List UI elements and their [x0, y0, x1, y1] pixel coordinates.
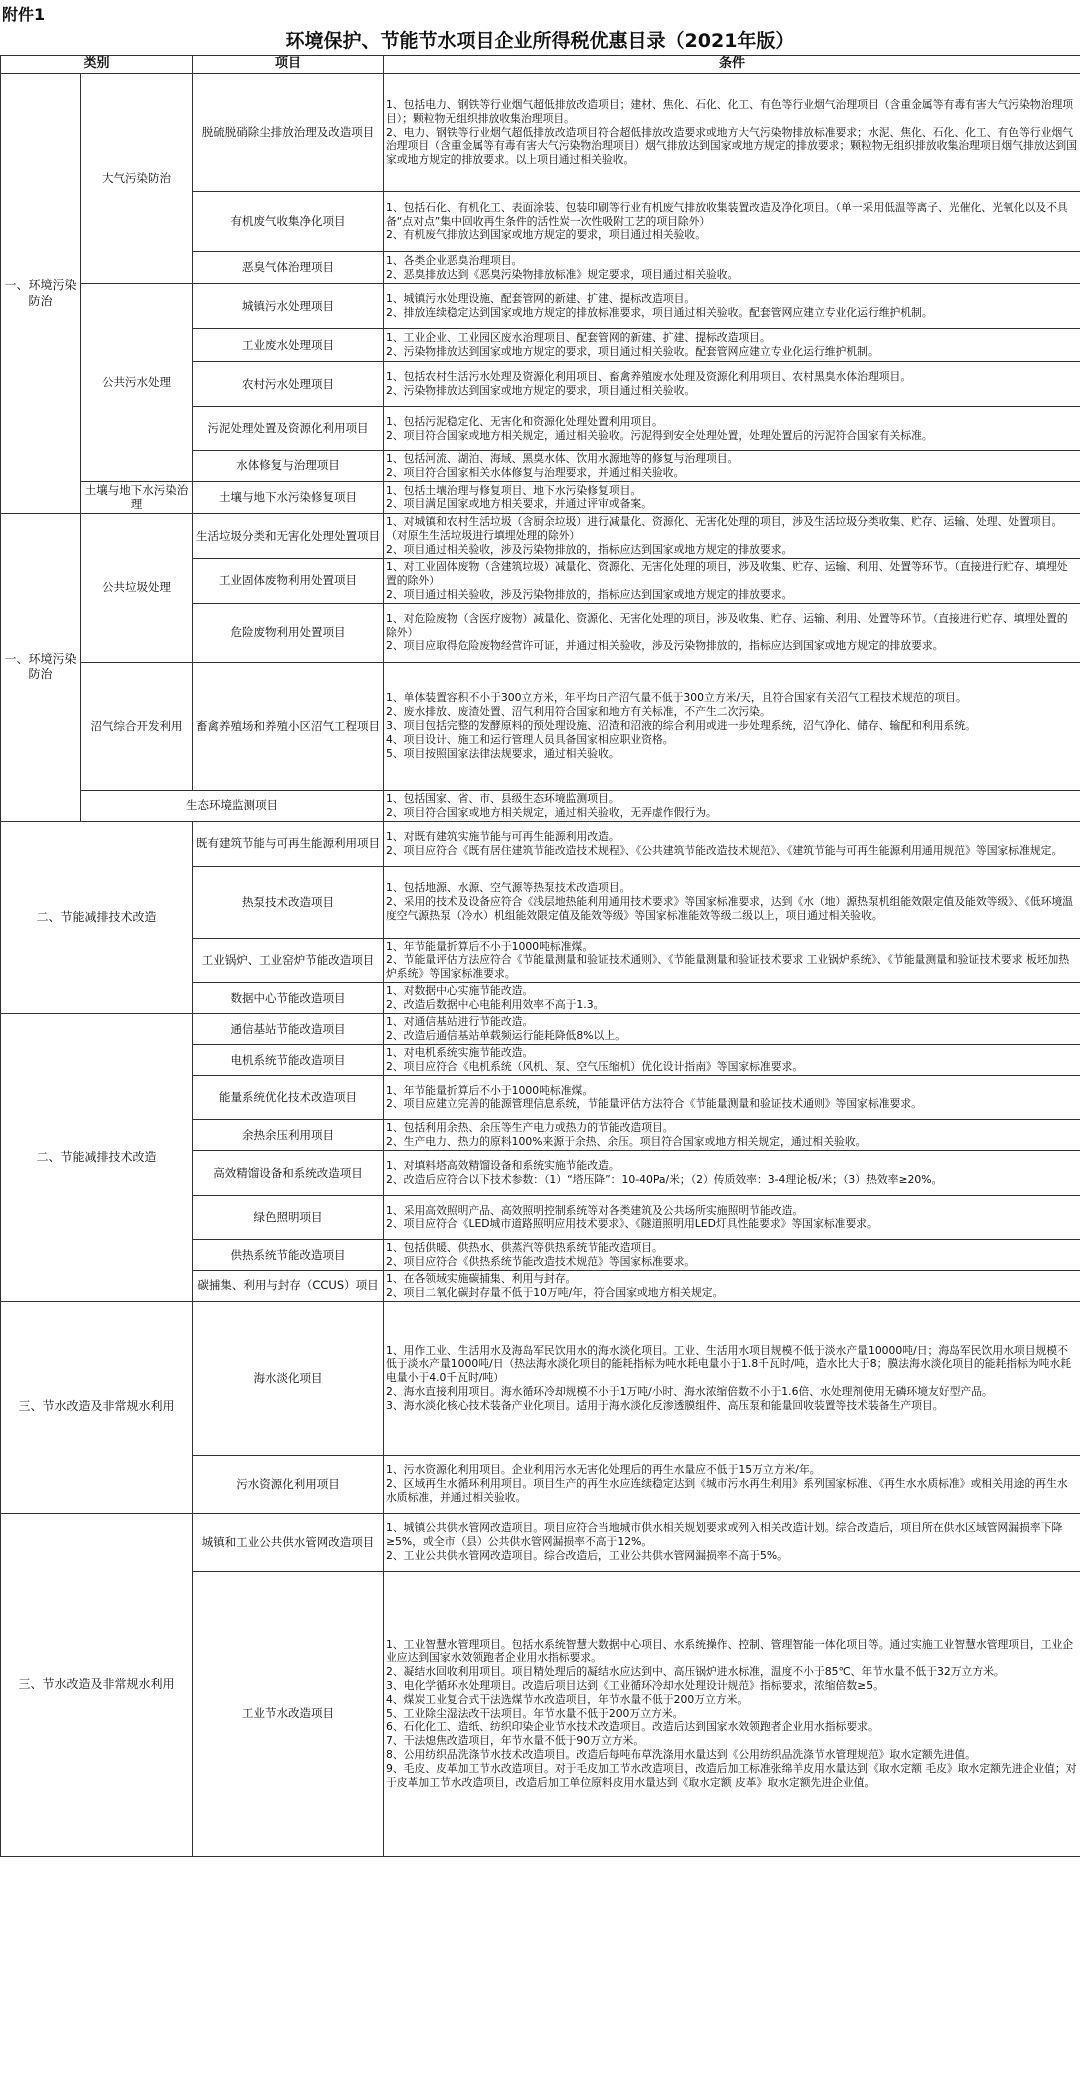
condition-cell: 1、对危险废物（含医疗废物）减量化、资源化、无害化处理的项目，涉及收集、贮存、运输、利用、处置等环节。（直接进行贮存、填埋处置的除外） 2、项目应取得危险废物经营许可证，并通过相关验收，涉及污染物排放的，指标应达到国家或地方规定的排放要求。 — [384, 603, 1080, 662]
condition-cell: 1、包括地源、水源、空气源等热泵技术改造项目。 2、采用的技术及设备应符合《浅层地热能利用通用技术要求》等国家标准要求，达到《水（地）源热泵机组能效限定值及能效等级》、《低环境温度空气源热泵（冷水）机组能效限定值及能效等级》等国家标准能效等级二级以上，项目通过相关验收。 — [384, 866, 1080, 938]
table-row — [1, 514, 1080, 559]
item-cell: 工业固体废物利用处置项目 — [193, 559, 384, 603]
condition-cell: 1、包括电力、钢铁等行业烟气超低排放改造项目；建材、焦化、石化、化工、有色等行业烟气治理项目（含重金属等有毒有害大气污染物治理项目）；颗粒物无组织排放收集治理项目。 2、电力、钢铁等行业烟气超低排放改造项目符合超低排放改造要求或地方大气污染物排放标准要求；水泥、焦化、石化、化工、有色等行业烟气治理项目（含重金属等有毒有害大气污染物治理项目）烟气排放达到国家或地方规定的排放要求；颗粒物无组织排放收集治理项目烟气排放达到国家或地方规定的排放要求。以上项目通过相关验收。 — [384, 74, 1080, 192]
category-cell: 二、节能减排技术改造 — [1, 821, 193, 1013]
item-cell: 生态环境监测项目 — [81, 790, 384, 821]
table-row — [1, 481, 1080, 513]
item-cell: 水体修复与治理项目 — [193, 451, 384, 482]
subcategory-cell: 沼气综合开发利用 — [81, 662, 193, 790]
condition-cell: 1、单体装置容积不小于300立方米，年平均日产沼气量不低于300立方米/天，且符合国家有关沼气工程技术规范的项目。 2、废水排放、废渣处置、沼气利用符合国家和地方有关标准，不产生二次污染。 3、项目包括完整的发酵原料的预处理设施、沼渣和沼液的综合利用或进一步处理系统，沼气净化、储存、输配和利用系统。 4、项目设计、施工和运行管理人员具备国家相应职业资格。 5、项目按照国家法律法规要求，通过相关验收。 — [384, 662, 1080, 790]
category-cell: 三、节水改造及非常规水利用 — [1, 1513, 193, 1856]
condition-cell: 1、采用高效照明产品、高效照明控制系统等对各类建筑及公共场所实施照明节能改造。 2、项目应符合《LED城市道路照明应用技术要求》、《隧道照明用LED灯具性能要求》等国家标准要求。 — [384, 1195, 1080, 1239]
item-cell: 数据中心节能改造项目 — [193, 982, 384, 1013]
table-row — [1, 662, 1080, 790]
condition-cell: 1、对城镇和农村生活垃圾（含厨余垃圾）进行减量化、资源化、无害化处理的项目，涉及生活垃圾分类收集、贮存、运输、处理、处置项目。（对原生生活垃圾进行填埋处理的除外） 2、项目通过相关验收，涉及污染物排放的，指标应达到国家或地方规定的排放要求。 — [384, 514, 1080, 559]
item-cell: 工业锅炉、工业窑炉节能改造项目 — [193, 938, 384, 982]
condition-cell: 1、对既有建筑实施节能与可再生能源利用改造。 2、项目应符合《既有居住建筑节能改造技术规程》、《公共建筑节能改造技术规范》、《建筑节能与可再生能源利用通用规范》等国家标准规定。 — [384, 821, 1080, 866]
category-cell: 二、节能减排技术改造 — [1, 1013, 193, 1301]
item-cell: 高效精馏设备和系统改造项目 — [193, 1150, 384, 1195]
item-cell: 城镇和工业公共供水管网改造项目 — [193, 1513, 384, 1571]
table-row — [1, 821, 1080, 866]
item-cell: 既有建筑节能与可再生能源利用项目 — [193, 821, 384, 866]
item-cell: 绿色照明项目 — [193, 1195, 384, 1239]
item-cell: 土壤与地下水污染修复项目 — [193, 481, 384, 513]
category-cell: 一、环境污染防治 — [1, 74, 81, 514]
condition-cell: 1、年节能量折算后不小于1000吨标准煤。 2、项目应建立完善的能源管理信息系统，节能量评估方法符合《节能量测量和验证技术通则》等国家标准要求。 — [384, 1075, 1080, 1119]
item-cell: 工业废水处理项目 — [193, 329, 384, 362]
item-cell: 供热系统节能改造项目 — [193, 1239, 384, 1270]
condition-cell: 1、城镇污水处理设施、配套管网的新建、扩建、提标改造项目。 2、排放连续稳定达到国家或地方规定的排放标准要求，项目通过相关验收。配套管网应建立专业化运行维护机制。 — [384, 284, 1080, 329]
subcategory-cell: 公共污水处理 — [81, 284, 193, 482]
table-row — [1, 1301, 1080, 1455]
item-cell: 余热余压利用项目 — [193, 1119, 384, 1150]
subcategory-cell: 公共垃圾处理 — [81, 514, 193, 662]
subcategory-cell: 土壤与地下水污染治理 — [81, 481, 193, 513]
item-cell: 生活垃圾分类和无害化处理处置项目 — [193, 514, 384, 559]
condition-cell: 1、对填料塔高效精馏设备和系统实施节能改造。 2、改造后应符合以下技术参数：（1）“塔压降”：10-40Pa/米；（2）传质效率：3-4理论板/米；（3）热效率≥20%。 — [384, 1150, 1080, 1195]
subcategory-cell: 大气污染防治 — [81, 74, 193, 284]
item-cell: 热泵技术改造项目 — [193, 866, 384, 938]
item-cell: 污泥处理处置及资源化利用项目 — [193, 407, 384, 451]
condition-cell: 1、污水资源化利用项目。企业利用污水无害化处理后的再生水量应不低于15万立方米/年。 2、区域再生水循环利用项目。项目生产的再生水应连续稳定达到《城市污水再生利用》系列国家标准、《再生水水质标准》或相关用途的再生水水质标准，并通过相关验收。 — [384, 1455, 1080, 1513]
category-cell: 一、环境污染防治 — [1, 514, 81, 821]
condition-cell: 1、包括土壤治理与修复项目、地下水污染修复项目。 2、项目满足国家或地方相关要求，并通过评审或备案。 — [384, 481, 1080, 513]
item-cell: 恶臭气体治理项目 — [193, 252, 384, 284]
condition-cell: 1、城镇公共供水管网改造项目。项目应符合当地城市供水相关规划要求或列入相关改造计划。综合改造后，项目所在供水区域管网漏损率下降≥5%，或全市（县）公共供水管网漏损率不高于12%。 2、工业公共供水管网改造项目。综合改造后，工业公共供水管网漏损率不高于5%。 — [384, 1513, 1080, 1571]
item-cell: 污水资源化利用项目 — [193, 1455, 384, 1513]
table-row — [1, 284, 1080, 329]
condition-cell: 1、对数据中心实施节能改造。 2、改造后数据中心电能利用效率不高于1.3。 — [384, 982, 1080, 1013]
condition-cell: 1、包括农村生活污水处理及资源化利用项目、畜禽养殖废水处理及资源化利用项目、农村黑臭水体治理项目。 2、污染物排放达到国家或地方规定的要求，项目通过相关验收。 — [384, 362, 1080, 407]
item-cell: 有机废气收集净化项目 — [193, 192, 384, 252]
page-title: 环境保护、节能节水项目企业所得税优惠目录（2021年版） — [285, 30, 795, 52]
table-row — [1, 1513, 1080, 1571]
item-cell: 畜禽养殖场和养殖小区沼气工程项目 — [193, 662, 384, 790]
item-cell: 通信基站节能改造项目 — [193, 1013, 384, 1044]
condition-cell: 1、对工业固体废物（含建筑垃圾）减量化、资源化、无害化处理的项目，涉及收集、贮存、运输、利用、处置等环节。（直接进行贮存、填埋处置的除外） 2、项目通过相关验收，涉及污染物排放的，指标应达到国家或地方规定的排放要求。 — [384, 559, 1080, 603]
condition-cell: 1、包括供暖、供热水、供蒸汽等供热系统节能改造项目。 2、项目应符合《供热系统节能改造技术规范》等国家标准要求。 — [384, 1239, 1080, 1270]
condition-cell: 1、工业智慧水管理项目。包括水系统智慧大数据中心项目、水系统操作、控制、管理智能一体化项目等。通过实施工业智慧水管理项目，工业企业应达到国家水效领跑者企业用水指标要求。 2、凝结水回收利用项目。项目精处理后的凝结水应达到中、高压锅炉进水标准，温度不小于85℃、年节水量不低于32万立方米。 3、电化学循环水处理项目。改造后项目达到《工业循环冷却水处理设计规范》指标要求，浓缩倍数≥5。 4、煤炭工业复合式干法选煤节水改造项目，年节水量不低于200万立方米。 5、工业除尘湿法改干法项目。年节水量不低于200万立方米。 6、石化化工、造纸、纺织印染企业节水技术改造项目。改造后达到国家水效领跑者企业用水指标要求。 7、干法熄焦改造项目，年节水量不低于90万立方米。 8、公用纺织品洗涤节水技术改造项目。改造后每吨布草洗涤用水量达到《公用纺织品洗涤节水管理规范》取水定额先进值。 9、毛皮、皮革加工节水改造项目。对于毛皮加工节水改造项目，改造后加工标准张绵羊皮用水量达到《取水定额 毛皮》取水定额先进企业值；对于皮革加工节水改造项目，改造后加工单位原料皮用水量达到《取水定额 皮革》取水定额先进企业值。 — [384, 1571, 1080, 1856]
condition-cell: 1、包括石化、有机化工、表面涂装、包装印刷等行业有机废气排放收集装置改造及净化项目。（单一采用低温等离子、光催化、光氧化以及不具备“点对点”集中回收再生条件的活性炭一次性吸附工艺的项目除外） 2、有机废气排放达到国家或地方规定的要求，项目通过相关验收。 — [384, 192, 1080, 252]
header-item: 项目 — [193, 56, 384, 74]
item-cell: 城镇污水处理项目 — [193, 284, 384, 329]
item-cell: 农村污水处理项目 — [193, 362, 384, 407]
item-cell: 碳捕集、利用与封存（CCUS）项目 — [193, 1270, 384, 1301]
condition-cell: 1、年节能量折算后不小于1000吨标准煤。 2、节能量评估方法应符合《节能量测量和验证技术通则》、《节能量测量和验证技术要求 工业锅炉系统》、《节能量测量和验证技术要求 板坯加热炉系统》等国家标准要求。 — [384, 938, 1080, 982]
tax-catalog-table — [0, 55, 1080, 1857]
condition-cell: 1、在各领域实施碳捕集、利用与封存。 2、项目二氧化碳封存量不低于10万吨/年，符合国家或地方相关规定。 — [384, 1270, 1080, 1301]
item-cell: 能量系统优化技术改造项目 — [193, 1075, 384, 1119]
condition-cell: 1、包括国家、省、市、县级生态环境监测项目。 2、项目符合国家或地方相关规定，通过相关验收，无弄虚作假行为。 — [384, 790, 1080, 821]
item-cell: 海水淡化项目 — [193, 1301, 384, 1455]
item-cell: 电机系统节能改造项目 — [193, 1044, 384, 1075]
condition-cell: 1、包括污泥稳定化、无害化和资源化处理处置利用项目。 2、项目符合国家或地方相关规定，通过相关验收。污泥得到安全处理处置，处理处置后的污泥符合国家有关标准。 — [384, 407, 1080, 451]
table-row — [1, 1013, 1080, 1044]
item-cell: 脱硫脱硝除尘排放治理及改造项目 — [193, 74, 384, 192]
item-cell: 工业节水改造项目 — [193, 1571, 384, 1856]
table-header-row — [1, 56, 1080, 74]
table-row — [1, 790, 1080, 821]
condition-cell: 1、包括利用余热、余压等生产电力或热力的节能改造项目。 2、生产电力、热力的原料100%来源于余热、余压。项目符合国家或地方相关规定，通过相关验收。 — [384, 1119, 1080, 1150]
condition-cell: 1、包括河流、湖泊、海域、黑臭水体、饮用水源地等的修复与治理项目。 2、项目符合国家相关水体修复与治理要求，并通过相关验收。 — [384, 451, 1080, 482]
header-condition: 条件 — [384, 56, 1080, 74]
header-category: 类别 — [1, 56, 193, 74]
item-cell: 危险废物利用处置项目 — [193, 603, 384, 662]
condition-cell: 1、用作工业、生活用水及海岛军民饮用水的海水淡化项目。工业、生活用水项目规模不低于淡水产量10000吨/日；海岛军民饮用水项目规模不低于淡水产量1000吨/日（热法海水淡化项目的能耗指标为吨水耗电量小于1.8千瓦时/吨，造水比大于8；膜法海水淡化项目的能耗指标为吨水耗电量小于4.0千瓦时/吨） 2、海水直接利用项目。海水循环冷却规模不小于1万吨/小时、海水浓缩倍数不小于1.6倍、水处理剂使用无磷环境友好型产品。 3、海水淡化核心技术装备产业化项目。适用于海水淡化反渗透膜组件、高压泵和能量回收装置等技术装备生产项目。 — [384, 1301, 1080, 1455]
attachment-label: 附件1 — [2, 5, 46, 24]
condition-cell: 1、对电机系统实施节能改造。 2、项目应符合《电机系统（风机、泵、空气压缩机）优化设计指南》等国家标准要求。 — [384, 1044, 1080, 1075]
table-row — [1, 74, 1080, 192]
condition-cell: 1、工业企业、工业园区废水治理项目、配套管网的新建、扩建、提标改造项目。 2、污染物排放达到国家或地方规定的要求，项目通过相关验收。配套管网应建立专业化运行维护机制。 — [384, 329, 1080, 362]
condition-cell: 1、对通信基站进行节能改造。 2、改造后通信基站单载频运行能耗降低8%以上。 — [384, 1013, 1080, 1044]
condition-cell: 1、各类企业恶臭治理项目。 2、恶臭排放达到《恶臭污染物排放标准》规定要求，项目通过相关验收。 — [384, 252, 1080, 284]
category-cell: 三、节水改造及非常规水利用 — [1, 1301, 193, 1513]
